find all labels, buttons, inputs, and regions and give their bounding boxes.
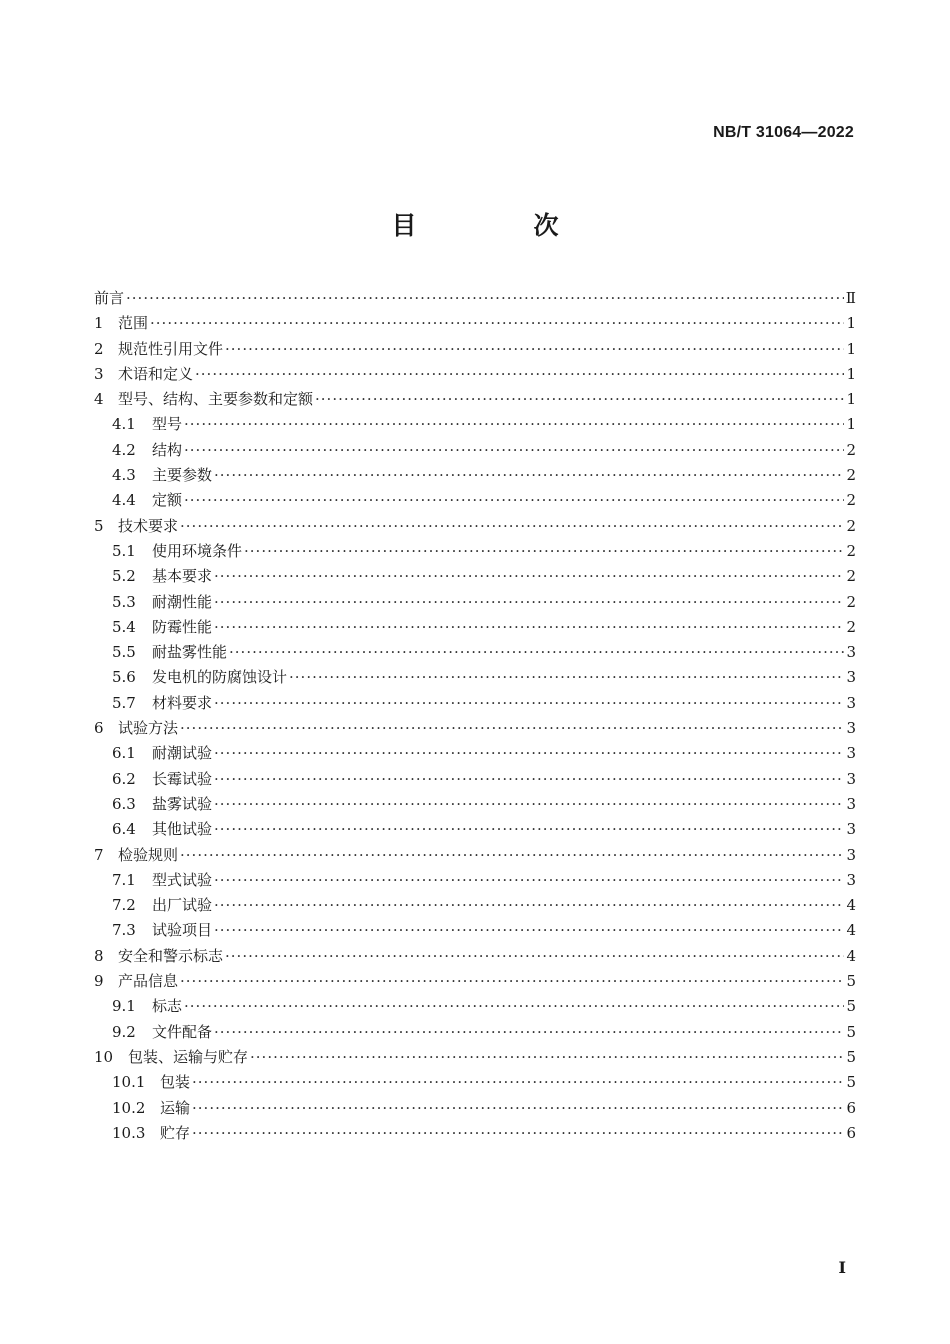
toc-entry[interactable] — [94, 488, 856, 513]
toc-entry-number: 6.3 — [112, 794, 136, 813]
toc-entry-page: 3 — [846, 794, 856, 813]
toc-entry-label: 前言 — [94, 289, 125, 307]
dot-leader — [225, 337, 844, 362]
toc-entry-number: 4.1 — [112, 415, 136, 434]
toc-entry-label: 型式试验 — [152, 870, 213, 889]
toc-entry-label: 定额 — [152, 491, 183, 510]
toc-entry[interactable] — [94, 1096, 856, 1121]
toc-entry[interactable] — [94, 1121, 856, 1146]
toc-entry[interactable] — [94, 843, 856, 868]
dot-leader — [192, 1096, 844, 1121]
toc-entry-number: 4 — [94, 390, 104, 409]
dot-leader — [214, 564, 844, 589]
toc-entry[interactable] — [94, 1045, 856, 1070]
toc-entry-label: 其他试验 — [152, 820, 213, 839]
toc-entry-label: 规范性引用文件 — [118, 339, 224, 358]
toc-entry-label: 试验方法 — [118, 719, 179, 738]
toc-entry-number: 7 — [94, 845, 104, 864]
toc-entry-page: 3 — [846, 693, 856, 712]
toc-entry[interactable] — [94, 817, 856, 842]
toc-entry-page: 5 — [846, 1073, 856, 1092]
toc-entry-label: 长霉试验 — [152, 769, 213, 788]
toc-entry-page: 2 — [846, 440, 856, 459]
dot-leader — [214, 1020, 844, 1045]
toc-entry-label: 范围 — [118, 314, 149, 333]
toc-entry[interactable] — [94, 590, 856, 615]
dot-leader — [214, 615, 844, 640]
toc-entry-label: 包装、运输与贮存 — [128, 1047, 249, 1066]
toc-entry-page: 3 — [846, 744, 856, 763]
toc-entry[interactable] — [94, 792, 856, 817]
toc-entry-page: 3 — [846, 820, 856, 839]
dot-leader — [180, 514, 844, 539]
toc-entry-label: 标志 — [152, 997, 183, 1016]
toc-entry-number: 5.4 — [112, 617, 136, 636]
dot-leader — [214, 463, 844, 488]
toc-entry-number: 6.1 — [112, 744, 136, 763]
toc-entry-page: 1 — [846, 339, 856, 358]
toc-entry-label: 盐雾试验 — [152, 794, 213, 813]
toc-entry-page: 1 — [846, 415, 856, 434]
toc-entry[interactable] — [94, 463, 856, 488]
dot-leader — [184, 488, 844, 513]
toc-entry[interactable] — [94, 944, 856, 969]
toc-entry-number: 6.4 — [112, 820, 136, 839]
toc-entry-label: 结构 — [152, 440, 183, 459]
toc-entry[interactable] — [94, 1070, 856, 1095]
dot-leader — [250, 1045, 844, 1070]
toc-entry[interactable] — [94, 514, 856, 539]
toc-entry-page: 2 — [846, 466, 856, 485]
dot-leader — [192, 1121, 844, 1146]
toc-entry-number: 7.2 — [112, 896, 136, 915]
toc-entry-page: 1 — [846, 364, 856, 383]
toc-entry-page: 2 — [846, 567, 856, 586]
toc-entry-label: 型号 — [152, 415, 183, 434]
toc-entry[interactable] — [94, 893, 856, 918]
page-number: I — [838, 1258, 846, 1277]
dot-leader — [184, 438, 844, 463]
dot-leader — [180, 716, 844, 741]
toc-entry[interactable] — [94, 640, 856, 665]
toc-entry[interactable] — [94, 615, 856, 640]
dot-leader — [150, 311, 844, 336]
toc-entry[interactable] — [94, 691, 856, 716]
toc-entry-label: 试验项目 — [152, 921, 213, 940]
toc-entry[interactable] — [94, 969, 856, 994]
toc-entry[interactable] — [94, 412, 856, 437]
toc-entry-number: 7.1 — [112, 870, 136, 889]
toc-entry[interactable] — [94, 387, 856, 412]
toc-entry-number: 5.6 — [112, 668, 136, 687]
toc-entry-number: 5.2 — [112, 567, 136, 586]
toc-entry-label: 贮存 — [160, 1123, 191, 1142]
toc-entry-number: 3 — [94, 364, 104, 383]
standard-code: NB/T 31064—2022 — [713, 124, 854, 141]
toc-entry-number: 5.5 — [112, 643, 136, 662]
dot-leader — [214, 868, 844, 893]
toc-entry-label: 耐潮试验 — [152, 744, 213, 763]
toc-entry[interactable] — [94, 918, 856, 943]
toc-entry-number: 5 — [94, 516, 104, 535]
toc-entry[interactable] — [94, 716, 856, 741]
toc-entry-page: 3 — [846, 845, 856, 864]
toc-entry-page: 4 — [846, 946, 856, 965]
toc-entry-number: 4.4 — [112, 491, 136, 510]
toc-entry-page: 1 — [846, 390, 856, 409]
toc-entry-number: 9.2 — [112, 1022, 136, 1041]
toc-entry-number: 6.2 — [112, 769, 136, 788]
toc-entry-number: 10.1 — [112, 1073, 146, 1092]
dot-leader — [180, 843, 844, 868]
dot-leader — [214, 741, 844, 766]
dot-leader — [184, 412, 844, 437]
toc-entry-number: 4.3 — [112, 466, 136, 485]
toc-entry-number: 9.1 — [112, 997, 136, 1016]
toc-entry-page: 5 — [846, 972, 856, 991]
toc-entry-page: 2 — [846, 592, 856, 611]
toc-entry[interactable] — [94, 286, 856, 311]
toc-entry-number: 10.3 — [112, 1123, 146, 1142]
toc-entry-page: 6 — [846, 1098, 856, 1117]
dot-leader — [214, 918, 844, 943]
dot-leader — [315, 387, 844, 412]
toc-entry-page: 3 — [846, 643, 856, 662]
toc-entry-label: 技术要求 — [118, 516, 179, 535]
toc-entry-page: 5 — [846, 1022, 856, 1041]
toc-entry-page: 3 — [846, 668, 856, 687]
dot-leader — [214, 792, 844, 817]
toc-entry-number: 5.1 — [112, 541, 136, 560]
toc-entry-page: 2 — [846, 491, 856, 510]
toc-entry-number: 10 — [94, 1047, 114, 1066]
toc-entry-label: 产品信息 — [118, 972, 179, 991]
dot-leader — [195, 362, 844, 387]
toc-entry-label: 术语和定义 — [118, 364, 194, 383]
toc-entry-label: 耐潮性能 — [152, 592, 213, 611]
toc-entry-number: 4.2 — [112, 440, 136, 459]
toc-entry-page: 3 — [846, 769, 856, 788]
toc-entry-page: Ⅱ — [845, 289, 856, 307]
toc-entry[interactable] — [94, 311, 856, 336]
toc-entry-page: 2 — [846, 516, 856, 535]
toc-entry-number: 2 — [94, 339, 104, 358]
dot-leader — [214, 893, 844, 918]
toc-entry-page: 4 — [846, 896, 856, 915]
toc-entry-number: 5.7 — [112, 693, 136, 712]
toc-entry[interactable] — [94, 564, 856, 589]
toc-entry[interactable] — [94, 767, 856, 792]
toc-entry-number: 10.2 — [112, 1098, 146, 1117]
toc-entry-label: 安全和警示标志 — [118, 946, 224, 965]
toc-entry[interactable] — [94, 665, 856, 690]
toc-entry[interactable] — [94, 337, 856, 362]
dot-leader — [229, 640, 844, 665]
toc-entry-label: 材料要求 — [152, 693, 213, 712]
toc-entry-page: 6 — [846, 1123, 856, 1142]
toc-entry[interactable] — [94, 438, 856, 463]
dot-leader — [244, 539, 844, 564]
toc-entry-label: 发电机的防腐蚀设计 — [152, 668, 288, 687]
toc-entry-number: 5.3 — [112, 592, 136, 611]
toc-entry-label: 型号、结构、主要参数和定额 — [118, 390, 314, 409]
toc-entry-label: 检验规则 — [118, 845, 179, 864]
dot-leader — [214, 590, 844, 615]
toc-entry-label: 出厂试验 — [152, 896, 213, 915]
dot-leader — [225, 944, 844, 969]
toc-entry-label: 使用环境条件 — [152, 541, 243, 560]
dot-leader — [289, 665, 844, 690]
toc-entry[interactable] — [94, 539, 856, 564]
toc-entry-number: 6 — [94, 719, 104, 738]
dot-leader — [214, 767, 844, 792]
toc-entry-label: 包装 — [160, 1073, 191, 1092]
toc-entry-number: 9 — [94, 972, 104, 991]
toc-entry-label: 主要参数 — [152, 466, 213, 485]
toc-entry-label: 文件配备 — [152, 1022, 213, 1041]
toc-entry-label: 基本要求 — [152, 567, 213, 586]
toc-entry[interactable] — [94, 741, 856, 766]
toc-entry-page: 2 — [846, 617, 856, 636]
table-of-contents — [94, 286, 856, 1146]
toc-entry-page: 3 — [846, 870, 856, 889]
toc-entry-page: 3 — [846, 719, 856, 738]
dot-leader — [180, 969, 844, 994]
toc-entry-label: 耐盐雾性能 — [152, 643, 228, 662]
toc-entry[interactable] — [94, 868, 856, 893]
toc-entry-page: 4 — [846, 921, 856, 940]
dot-leader — [184, 994, 844, 1019]
toc-entry-label: 防霉性能 — [152, 617, 213, 636]
toc-entry-label: 运输 — [160, 1098, 191, 1117]
toc-entry-number: 8 — [94, 946, 104, 965]
dot-leader — [126, 286, 844, 311]
toc-entry[interactable] — [94, 362, 856, 387]
toc-entry-page: 1 — [846, 314, 856, 333]
toc-entry[interactable] — [94, 1020, 856, 1045]
toc-entry-page: 5 — [846, 997, 856, 1016]
toc-entry-number: 7.3 — [112, 921, 136, 940]
toc-entry-number: 1 — [94, 314, 104, 333]
toc-entry-page: 2 — [846, 541, 856, 560]
dot-leader — [214, 817, 844, 842]
dot-leader — [192, 1070, 844, 1095]
toc-entry[interactable] — [94, 994, 856, 1019]
toc-entry-page: 5 — [846, 1047, 856, 1066]
page-title: 目 次 — [391, 211, 605, 240]
dot-leader — [214, 691, 844, 716]
